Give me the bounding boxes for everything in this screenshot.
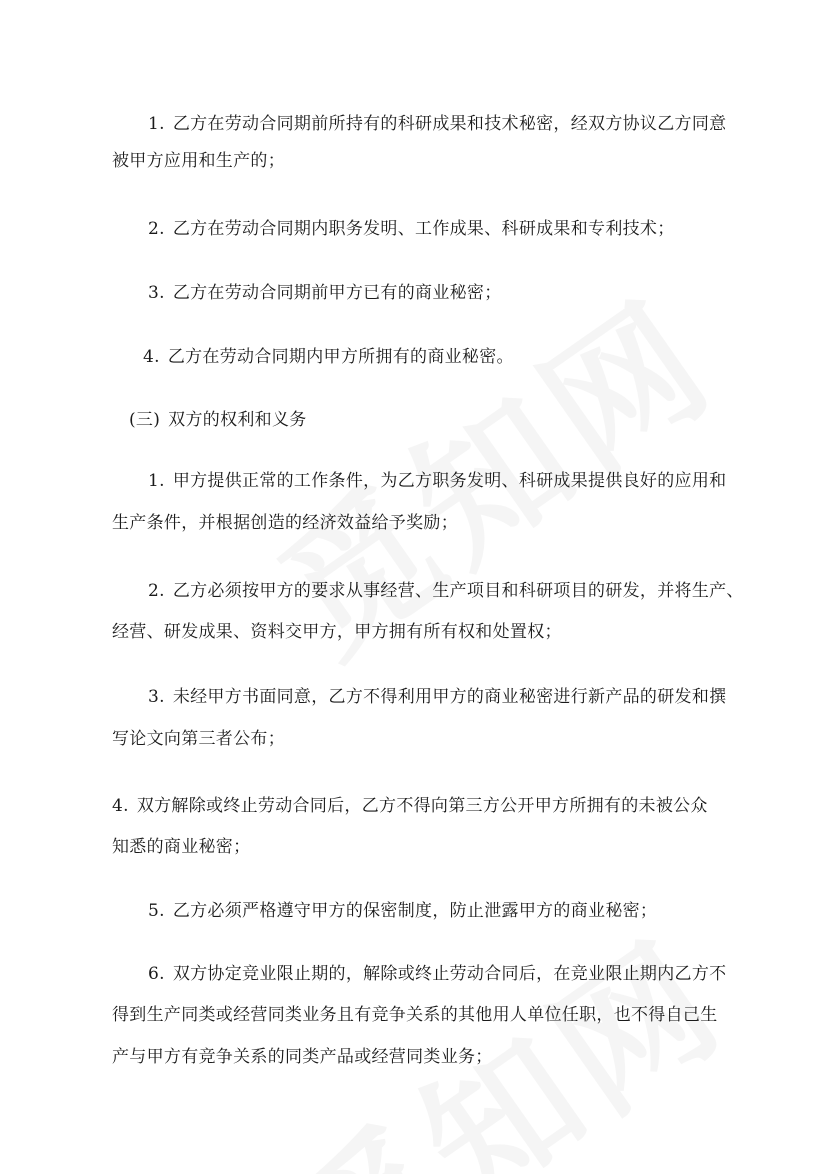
paragraph-line: 产与甲方有竞争关系的同类产品或经营同类业务；: [112, 1047, 493, 1067]
section-number: (三): [129, 410, 161, 430]
paragraph-rights-3: [148, 679, 726, 716]
paragraph-1: [148, 106, 726, 143]
paragraph-rights-2: [148, 573, 744, 610]
paragraph-2: [148, 211, 675, 248]
paragraph-rights-4-cont: [112, 829, 250, 866]
paragraph-line: 知悉的商业秘密；: [112, 837, 251, 857]
paragraph-line: 被甲方应用和生产的；: [112, 151, 285, 171]
paragraph-number: 1.: [148, 471, 165, 491]
paragraph-rights-1-cont: [112, 505, 458, 542]
paragraph-number: 5.: [148, 901, 165, 921]
paragraph-line: 写论文向第三者公布；: [112, 729, 285, 749]
paragraph-rights-2-cont: [112, 614, 562, 651]
paragraph-3: [148, 275, 502, 312]
paragraph-rights-5: [148, 893, 657, 930]
paragraph-1-cont: [112, 143, 285, 180]
paragraph-line: 甲方提供正常的工作条件，为乙方职务发明、科研成果提供良好的应用和: [172, 471, 727, 491]
paragraph-number: 3.: [148, 283, 165, 303]
paragraph-number: 1.: [148, 114, 165, 134]
paragraph-rights-4: [112, 788, 708, 825]
paragraph-number: 4.: [143, 347, 160, 367]
paragraph-line: 未经甲方书面同意，乙方不得利用甲方的商业秘密进行新产品的研发和撰: [172, 687, 727, 707]
paragraph-line: 生产条件，并根据创造的经济效益给予奖励；: [112, 513, 458, 533]
section-title: 双方的权利和义务: [168, 410, 307, 430]
paragraph-line: 乙方必须严格遵守甲方的保密制度，防止泄露甲方的商业秘密；: [172, 901, 658, 921]
paragraph-number: 2.: [148, 219, 165, 239]
paragraph-line: 双方解除或终止劳动合同后，乙方不得向第三方公开甲方所拥有的未被公众: [136, 796, 708, 816]
paragraph-rights-1: [148, 463, 726, 500]
paragraph-line: 乙方在劳动合同期内甲方所拥有的商业秘密。: [167, 347, 514, 367]
paragraph-line: 乙方在劳动合同期前所持有的科研成果和技术秘密，经双方协议乙方同意: [172, 114, 727, 134]
paragraph-number: 3.: [148, 687, 165, 707]
section-heading: [129, 402, 307, 439]
paragraph-rights-3-cont: [112, 721, 285, 758]
paragraph-number: 4.: [112, 796, 129, 816]
paragraph-line: 双方协定竞业限止期的，解除或终止劳动合同后，在竞业限止期内乙方不: [172, 964, 727, 984]
paragraph-rights-6: [148, 956, 726, 993]
paragraph-line: 乙方必须按甲方的要求从事经营、生产项目和科研项目的研发，并将生产、: [172, 581, 744, 601]
paragraph-number: 6.: [148, 964, 165, 984]
paragraph-4: [143, 339, 514, 376]
paragraph-rights-6-cont: [112, 997, 718, 1034]
paragraph-line: 乙方在劳动合同期前甲方已有的商业秘密；: [172, 283, 502, 303]
paragraph-line: 经营、研发成果、资料交甲方，甲方拥有所有权和处置权；: [112, 622, 562, 642]
paragraph-line: 乙方在劳动合同期内职务发明、工作成果、科研成果和专利技术；: [172, 219, 675, 239]
paragraph-number: 2.: [148, 581, 165, 601]
paragraph-rights-6-cont: [112, 1039, 493, 1076]
paragraph-line: 得到生产同类或经营同类业务且有竞争关系的其他用人单位任职，也不得自己生: [112, 1005, 718, 1025]
